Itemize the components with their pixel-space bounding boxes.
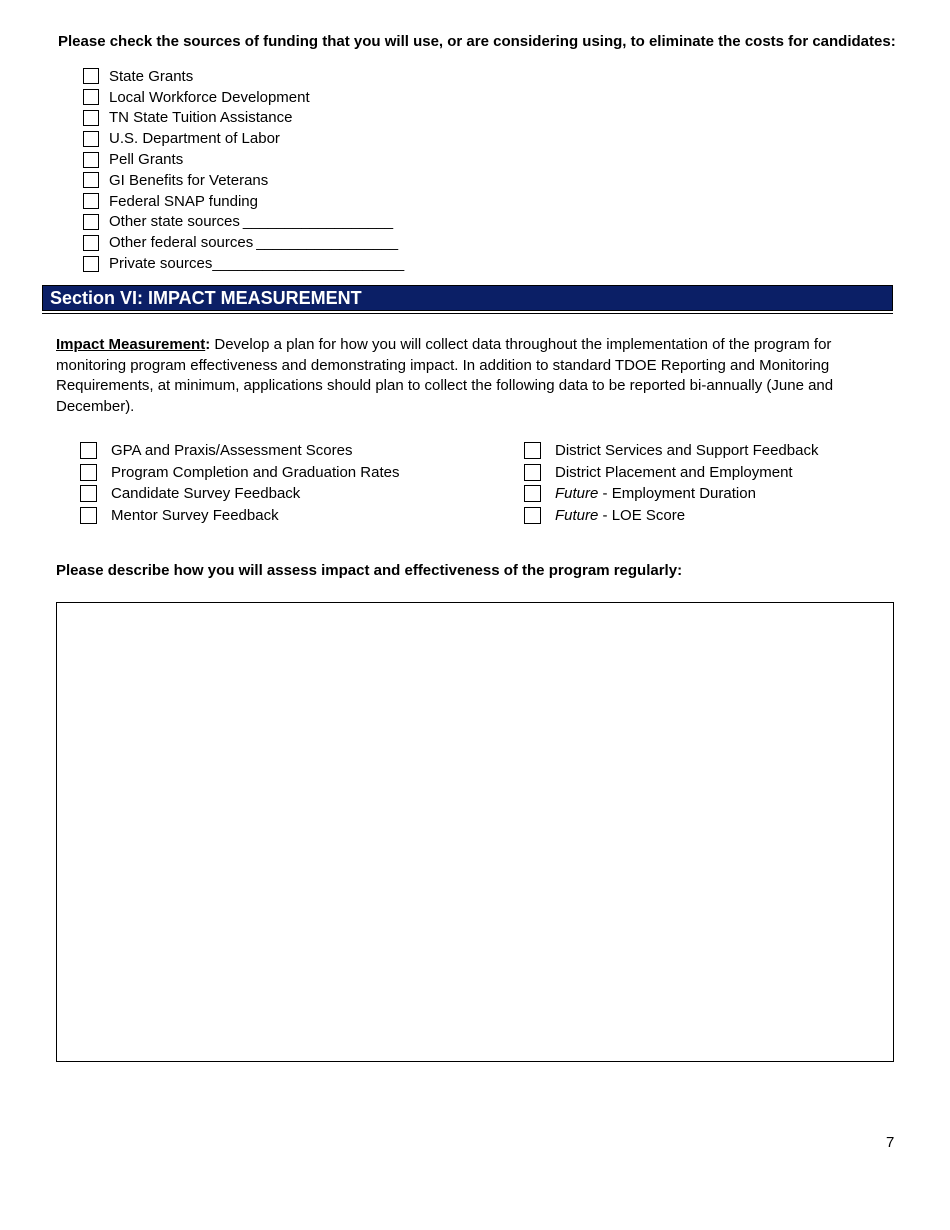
funding-label: Pell Grants (109, 151, 184, 169)
funding-label: U.S. Department of Labor (109, 130, 280, 148)
describe-question: Please describe how you will assess impact and effectiveness of the program regularly: (56, 562, 683, 579)
checkbox[interactable] (524, 464, 541, 481)
answer-text-area[interactable] (56, 602, 894, 1062)
checkbox[interactable] (83, 68, 99, 84)
checkbox[interactable] (524, 442, 541, 459)
measure-em: Future (555, 506, 599, 524)
checkbox[interactable] (80, 464, 97, 481)
measure-item[interactable] (524, 505, 818, 527)
checkbox[interactable] (83, 256, 99, 272)
checkbox[interactable] (80, 507, 97, 524)
measure-label: Mentor Survey Feedback (111, 506, 279, 524)
checkbox[interactable] (83, 193, 99, 209)
funding-item-pell-grants[interactable] (83, 149, 404, 170)
checkbox[interactable] (524, 485, 541, 502)
intro-body: Develop a plan for how you will collect data throughout the implementation of the program for monitoring program effectiveness and demonstrating impact. In addition to standard TDOE Reporting and Monitoring Requirements, at minimum, applications should plan to collect the following data to be reported bi-annually (June and December). (56, 336, 834, 416)
funding-label: State Grants (109, 67, 194, 85)
funding-item-tn-tuition[interactable] (83, 108, 404, 129)
impact-intro-paragraph (56, 335, 886, 418)
checkbox[interactable] (80, 485, 97, 502)
measure-label: - LOE Score (598, 506, 686, 524)
checkbox[interactable] (83, 152, 99, 168)
measures-right-column (524, 440, 818, 526)
funding-label: TN State Tuition Assistance (109, 109, 293, 127)
fill-in-blank[interactable]: _______________________ (212, 255, 405, 273)
measure-item[interactable] (524, 483, 818, 505)
checkbox[interactable] (524, 507, 541, 524)
measure-label: GPA and Praxis/Assessment Scores (111, 442, 353, 460)
section-header: Section VI: IMPACT MEASUREMENT (42, 285, 893, 311)
checkbox[interactable] (83, 214, 99, 230)
measure-em: Future (555, 485, 599, 503)
measure-label: Program Completion and Graduation Rates (111, 463, 400, 481)
checkbox[interactable] (83, 172, 99, 188)
funding-item-other-state[interactable] (83, 212, 404, 233)
funding-item-private[interactable] (83, 253, 404, 274)
funding-label: Local Workforce Development (109, 88, 310, 106)
intro-lead: Impact Measurement (56, 336, 206, 353)
checkbox[interactable] (83, 110, 99, 126)
fill-in-blank[interactable]: __________________ (242, 213, 394, 231)
funding-label: Other state sources (109, 213, 240, 231)
page-number: 7 (886, 1134, 895, 1151)
measures-left-column (80, 440, 400, 526)
measure-item[interactable] (524, 462, 818, 484)
funding-label: Other federal sources (109, 234, 254, 252)
funding-label: Private sources (109, 255, 213, 273)
measure-item[interactable] (524, 440, 818, 462)
funding-checklist (83, 66, 404, 274)
measure-item[interactable] (80, 483, 400, 505)
checkbox[interactable] (80, 442, 97, 459)
measure-item[interactable] (80, 462, 400, 484)
checkbox[interactable] (83, 235, 99, 251)
measure-item[interactable] (80, 440, 400, 462)
funding-item-local-workforce[interactable] (83, 87, 404, 108)
funding-label: Federal SNAP funding (109, 192, 258, 210)
checkbox[interactable] (83, 131, 99, 147)
measure-label: - Employment Duration (598, 485, 756, 503)
funding-item-dept-labor[interactable] (83, 128, 404, 149)
measure-label: Candidate Survey Feedback (111, 485, 301, 503)
funding-label: GI Benefits for Veterans (109, 171, 269, 189)
intro-colon: : (205, 336, 211, 353)
measure-label: District Services and Support Feedback (555, 442, 819, 460)
checkbox[interactable] (83, 89, 99, 105)
measure-label: District Placement and Employment (555, 463, 793, 481)
funding-item-other-federal[interactable] (83, 232, 404, 253)
funding-heading: Please check the sources of funding that you will use, or are considering using, to eliminate the costs for candidates: (58, 33, 896, 50)
funding-item-gi-benefits[interactable] (83, 170, 404, 191)
funding-item-snap[interactable] (83, 191, 404, 212)
funding-item-state-grants[interactable] (83, 66, 404, 87)
measure-item[interactable] (80, 505, 400, 527)
fill-in-blank[interactable]: _________________ (256, 234, 399, 252)
section-divider (42, 313, 893, 314)
